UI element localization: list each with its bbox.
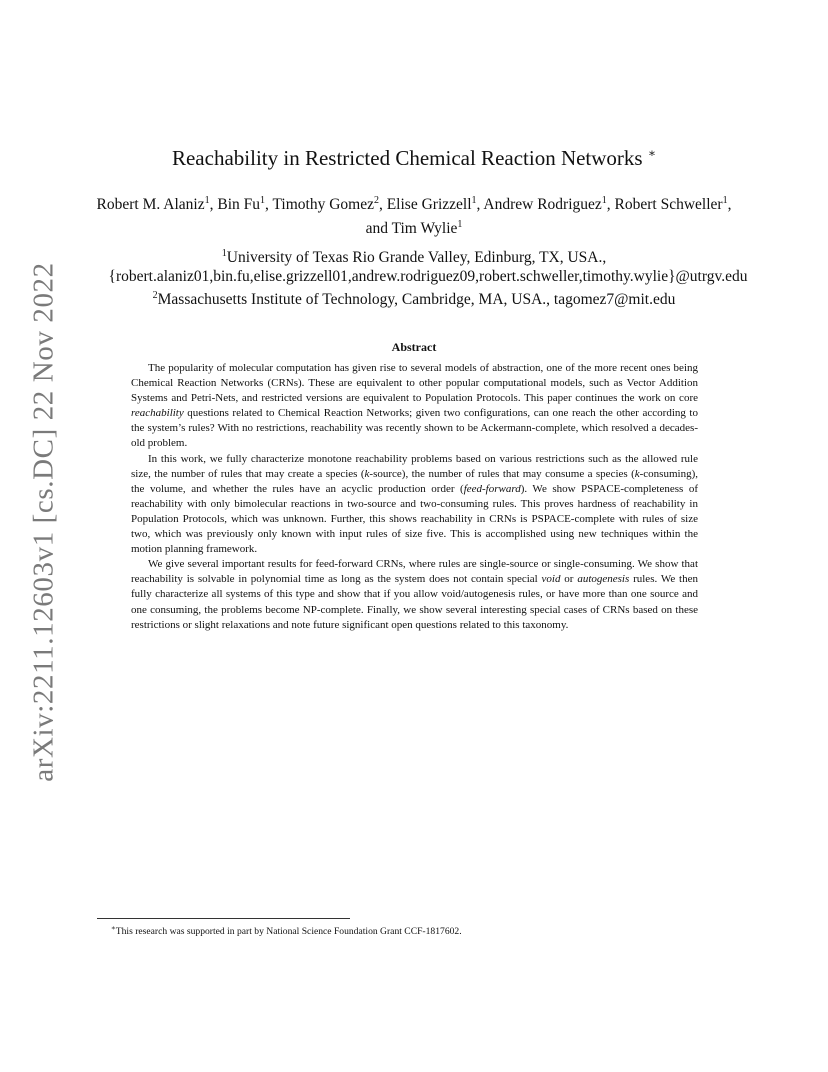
abstract-heading: Abstract [391,340,437,354]
abstract-body [131,361,698,633]
affiliation-1: $^1$University of Texas Rio Grande Valley, Edinburg, TX, USA., [221,248,607,267]
author: Tim Wylie$^1$ [391,219,463,238]
footnote-text: This research was supported in part by National Science Foundation Grant CCF-1817602. [115,926,462,938]
affiliations [60,244,768,309]
footnote-mark: ∗ [111,924,116,932]
author: Bin Fu$^1$ [217,195,265,214]
arxiv-identifier: arXiv:2211.12603v1 [cs.DC] 22 Nov 2022 [27,262,60,782]
footnote [111,924,462,937]
abstract-paragraph: The popularity of molecular computation has given rise to several models of abstraction, one of the more recent ones being Chemical Reaction Networks (CRNs). These are equivalent to other popular computational models, such as Vector Addition Systems and Petri-Nets, and restricted versions are equivalent to Population Protocols. This paper continues the work on core reachability questions related to Chemical Reaction Networks; given two configurations, can one reach the other according to the system’s rules? With no restrictions, reachability was recently shown to be Ackermann-complete, which resolved a decades-old problem. [131,362,698,450]
author: Robert M. Alaniz$^1$ [96,195,210,214]
affiliation-2: $^2$Massachusetts Institute of Technology, Cambridge, MA, USA., tagomez7@mit.edu [152,290,676,309]
author: Robert Schweller$^1$ [614,195,728,214]
paper-title [0,146,828,171]
footnote-rule [97,918,350,919]
affiliation-1-emails: {robert.alaniz01,bin.fu,elise.grizzell01,andrew.rodriguez09,robert.schweller,timothy.wylie}@utrgv.edu [108,268,748,286]
title-text: Reachability in Restricted Chemical Reaction Networks [171,146,643,170]
title-footnote-mark: ∗ [647,146,657,160]
abstract-paragraph: In this work, we fully characterize monotone reachability problems based on various restrictions such as the allowed rule size, the number of rules that may create a species (k-source), the number of rules that may consume a species (k-consuming), the volume, and whether the rules have an acyclic production order (feed-forward). We show PSPACE-completeness of reachability with only bimolecular reactions in two-source and two-consuming rules. This proves hardness of reachability in Population Protocols, which was unknown. Further, this shows reachability in CRNs is PSPACE-complete with rules of size two, which was previously only known with input rules of size five. This is accomplished using new techniques within the motion planning framework. [131,452,698,556]
author: Andrew Rodriguez$^1$ [483,195,607,214]
author-list: Robert M. Alaniz$^1$, Bin Fu$^1$, Timothy Gomez$^2$, Elise Grizzell$^1$, Andrew Rodriguez$^1$, Robert Schweller$^1$, and Tim Wylie$^1$ [96,195,732,238]
abstract-paragraph: We give several important results for feed-forward CRNs, where rules are single-source or single-consuming. We show that reachability is solvable in polynomial time as long as the system does not contain special void or autogenesis rules. We then fully characterize all systems of this type and show that if you allow void/autogenesis rules, or have more than one source and one consuming, the problems become NP-complete. Finally, we show several interesting special cases of CRNs based on these restrictions or slight relaxations and note future significant open questions related to this taxonomy. [131,558,698,631]
author: Elise Grizzell$^1$ [386,195,477,214]
author: Timothy Gomez$^2$ [272,195,379,214]
